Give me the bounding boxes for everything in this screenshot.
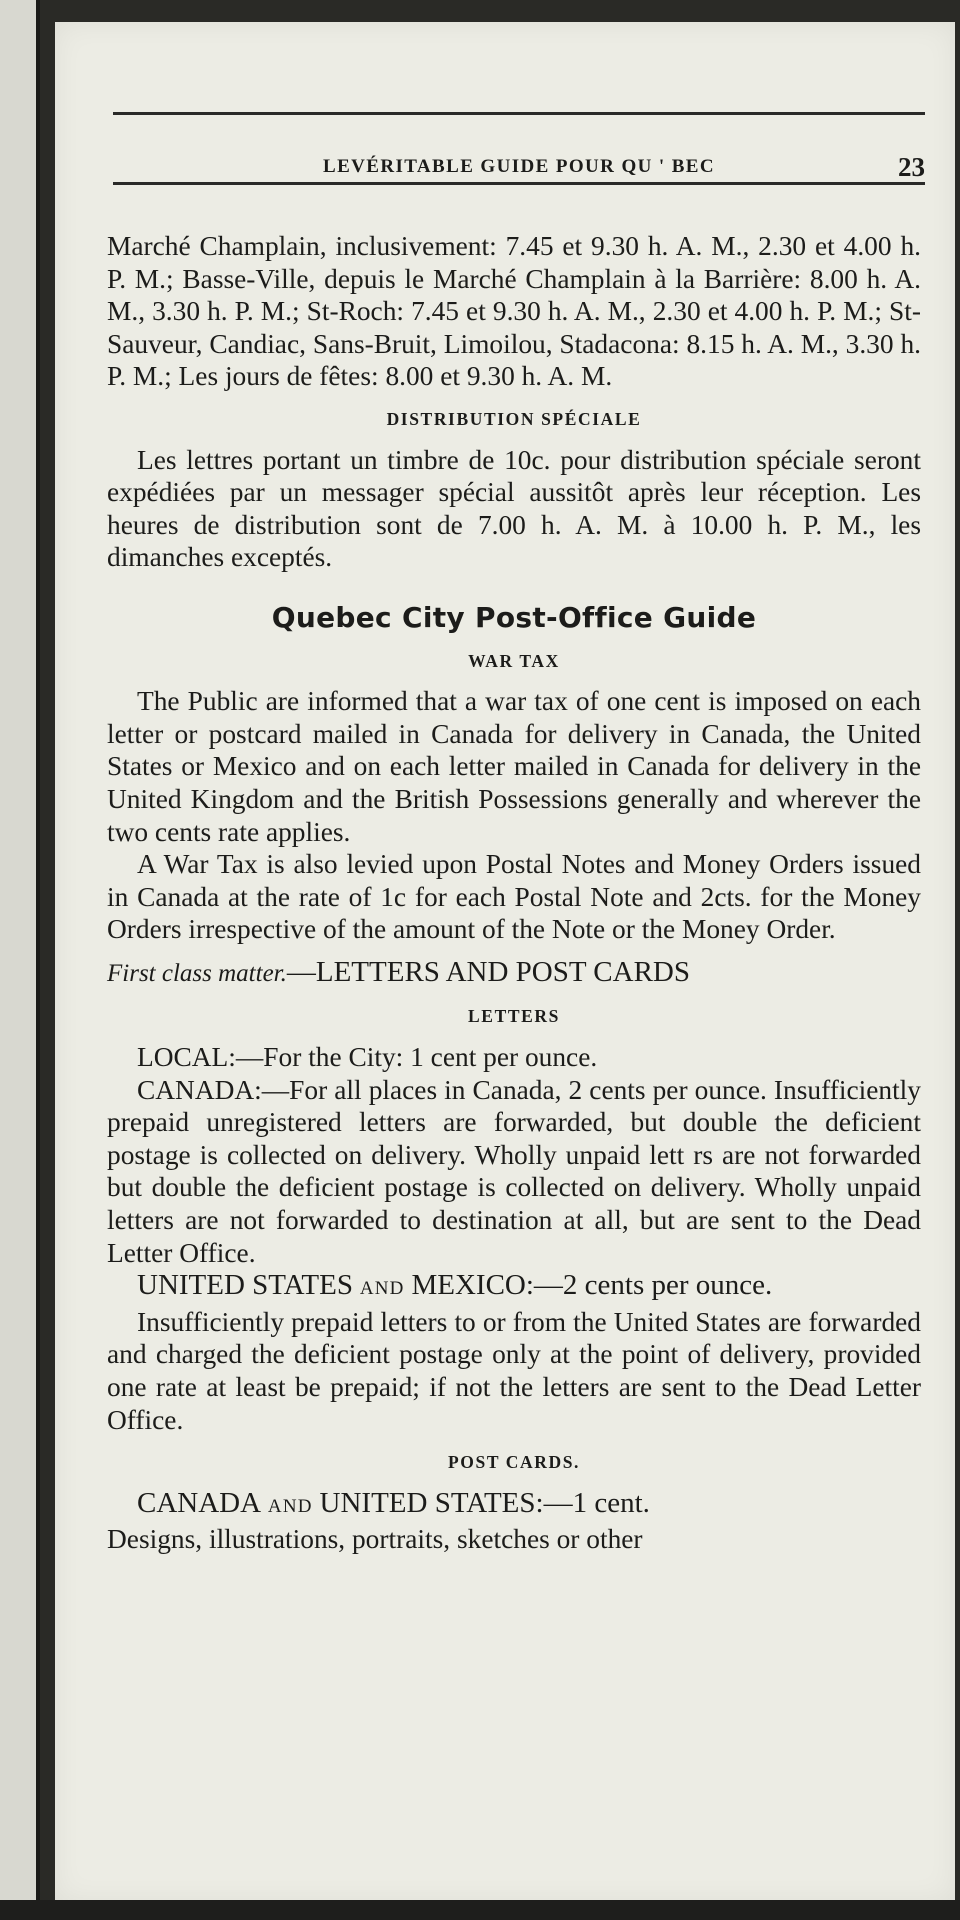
us-label: UNITED STATES	[137, 1269, 353, 1302]
cards-us-rate: UNITED STATES:—1 cent.	[319, 1486, 650, 1519]
top-rule	[113, 112, 925, 115]
heading-post-cards: POST CARDS.	[447, 1452, 581, 1473]
page-number: 23	[898, 152, 925, 182]
heading-war-tax: WAR TAX	[468, 650, 560, 671]
paragraph-local: LOCAL:—For the City: 1 cent per ounce.	[137, 1042, 598, 1073]
paragraph-war-tax-2: A War Tax is also levied upon Postal Notes and Money Orders issued in Canada at the rate of 1c for each Postal Note and 2cts. for the Money Orders irrespective of the amount of the Note or the Money Order.	[107, 849, 921, 945]
page-header	[113, 152, 925, 192]
binding-shadow	[36, 0, 40, 1920]
left-page-edge	[0, 0, 40, 1920]
paragraph-us-mexico	[107, 1269, 921, 1306]
paragraph-post-cards	[107, 1487, 921, 1524]
paragraph-insufficient: Insufficiently prepaid letters to or from the United States are forwarded and charged the deficient postage only at the point of delivery, provided one rate at least be prepaid; if not the letters are sent to the Dead Letter Office.	[107, 1306, 921, 1435]
cards-and: AND	[267, 1495, 313, 1517]
paragraph-schedule: Marché Champlain, inclusivement: 7.45 et 9.30 h. A. M., 2.30 et 4.00 h. P. M.; Basse-Ville, depuis le Marché Champlain à la Barrière: 8.00 h. A. M., 3.30 h. P. M.; St-Roch: 7.45 et 9.30 h. A. M., 2.30 et 4.00 h. P. M.; St-Sauveur, Candiac, Sans-Bruit, Limoilou, Stadacona: 8.15 h. A. M., 3.30 h. P. M.; Les jours de fêtes: 8.00 et 9.30 h. A. M.	[107, 231, 921, 392]
heading-distribution: DISTRIBUTION SPÉCIALE	[386, 408, 642, 429]
paragraph-war-tax-1: The Public are informed that a war tax of one cent is imposed on each letter or postcard mailed in Canada for delivery in Canada, the United States or Mexico and on each letter mailed in Canada for delivery in the United Kingdom and the British Possessions generally and wherever the two cents rate applies.	[107, 686, 921, 847]
paragraph-distribution: Les lettres portant un timbre de 10c. pour distribution spéciale seront expédiées par un messager spécial aussitôt après leur réception. Les heures de distribution sont de 7.00 h. A. M. à 10.00 h. P. M., les dimanches exceptés.	[107, 444, 921, 573]
us-mexico-rate: MEXICO:—2 cents per ounce.	[411, 1269, 773, 1302]
running-head: LEVÉRITABLE GUIDE POUR QU ' BEC	[323, 156, 715, 177]
paragraph-canada: CANADA:—For all places in Canada, 2 cents per ounce. Insufficiently prepaid unregistered letters are forwarded, but double the deficient postage is collected on delivery. Wholly unpaid lett rs are not forwarded but double the deficient postage is collected on delivery. Wholly unpaid letters are not forwarded to destination at all, but are sent to the Dead Letter Office.	[107, 1074, 921, 1268]
page-content	[107, 230, 921, 1556]
heading-letters: LETTERS	[468, 1006, 560, 1027]
book-page	[55, 22, 955, 1902]
paragraph-designs: Designs, illustrations, portraits, sketches or other	[107, 1524, 643, 1555]
cards-canada: CANADA	[137, 1486, 262, 1519]
first-class-line	[107, 956, 921, 991]
first-class-heading: —LETTERS AND POST CARDS	[286, 955, 690, 988]
us-and: AND	[359, 1278, 405, 1300]
bottom-scan-edge	[0, 1900, 960, 1920]
section-title: Quebec City Post-Office Guide	[271, 600, 757, 634]
first-class-label: First class matter.	[107, 959, 287, 987]
header-rule	[113, 182, 925, 185]
